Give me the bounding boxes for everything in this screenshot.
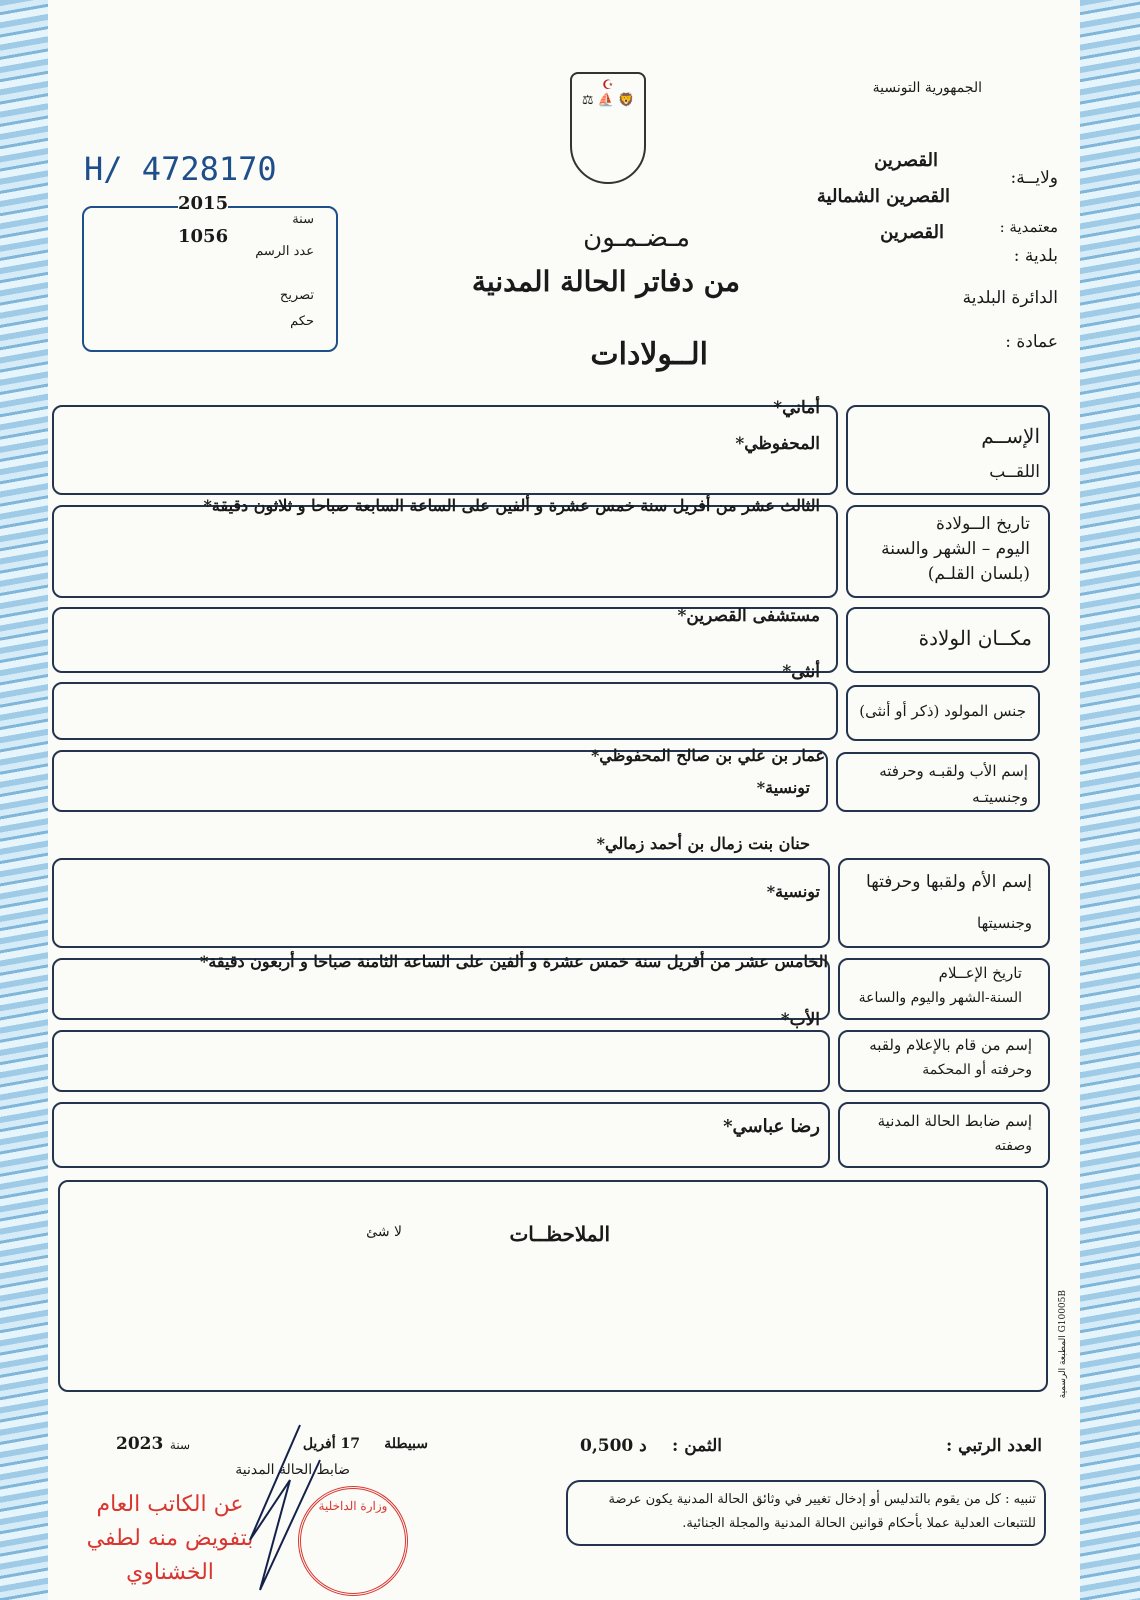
title-registers: من دفاتر الحالة المدنية <box>471 265 740 298</box>
officer-value-box <box>52 1102 830 1168</box>
record-number: 1056 <box>178 226 229 247</box>
serial-number: H/ 4728170 <box>84 150 277 188</box>
mother-value-box <box>52 858 830 948</box>
mother-label: إسم الأم ولقبها وحرفتها <box>866 872 1032 892</box>
surname-label: اللقــب <box>989 462 1040 482</box>
declaration-date-value: الخامس عشر من أفريل سنة خمس عشرة و ألفين على الساعة الثامنة صباحا و أربعون دقيقة* <box>199 952 828 971</box>
sex-value: أنثى* <box>782 662 820 682</box>
first-name-label: الإســم <box>981 424 1040 448</box>
signature <box>230 1420 350 1600</box>
issue-place: سبيطلة <box>384 1436 428 1452</box>
wilaya-label: ولايــة: <box>1010 168 1058 188</box>
officer-label: إسم ضابط الحالة المدنية <box>877 1112 1032 1130</box>
declarant-value-box <box>52 1030 830 1092</box>
birth-place-value: مستشفى القصرين* <box>677 606 820 626</box>
declarant-label: إسم من قام بالإعلام ولقبه <box>869 1036 1032 1054</box>
declaration-date-label: تاريخ الإعــلام <box>938 964 1022 982</box>
declaration-label: تصريح <box>279 288 314 303</box>
issue-date: 17 أفريل <box>302 1436 360 1452</box>
issue-year: 2023 <box>116 1434 164 1454</box>
father-label: إسم الأب ولقبـه وحرفته <box>879 762 1028 780</box>
father-nationality-label: وجنسيتـه <box>972 788 1028 806</box>
title-extract: مـضـمـون <box>583 223 690 253</box>
mother-nationality: تونسية* <box>766 882 820 901</box>
officer-value: رضا عباسي* <box>723 1116 820 1137</box>
mother-value: حنان بنت زمال بن أحمد زمالي* <box>596 834 810 853</box>
birth-date-label: تاريخ الــولادة <box>935 514 1030 534</box>
declarant-sub-label: وحرفته أو المحكمة <box>922 1062 1032 1078</box>
father-value: عمار بن علي بن صالح المحفوظي* <box>590 746 825 765</box>
delegation-label: معتمدية : <box>999 218 1058 236</box>
birth-date-words-label: (بلسان القلـم) <box>927 564 1030 584</box>
remarks-box <box>58 1180 1048 1392</box>
imada-label: عمادة : <box>1005 332 1058 352</box>
declarant-value: الأب* <box>780 1010 820 1030</box>
serial-order-label: العدد الرتبي : <box>945 1436 1042 1456</box>
birth-date-value: الثالث عشر من أفريل سنة خمس عشرة و ألفين على الساعة السابعة صباحا و ثلاثون دقيقة* <box>203 496 820 515</box>
delegation-stamp: عن الكاتب العام بتفويض منه لطفي الخشناوي <box>86 1492 254 1585</box>
delegation-value: القصرين الشمالية <box>816 186 950 207</box>
remarks-label: الملاحظــات <box>509 1222 610 1246</box>
birth-date-value-box <box>52 505 838 598</box>
officer-sub-label: وصفته <box>994 1138 1032 1154</box>
district-label: الدائرة البلدية <box>962 288 1058 308</box>
year-label: سنة <box>292 212 314 227</box>
officer-title: ضابط الحالة المدنية <box>235 1462 350 1478</box>
remarks-value: لا شئ <box>366 1224 402 1240</box>
number-label: عدد الرسم <box>255 244 314 259</box>
judgment-label: حكم <box>290 314 314 329</box>
legal-notice: تنبيه : كل من يقوم بالتدليس أو إدخال تغيير في وثائق الحالة المدنية يكون عرضة للتتبعات العدلية عملا بأحكام قوانين الحالة المدنية والمجلة الجنائية. <box>608 1492 1036 1531</box>
declaration-date-sub-label: السنة-الشهر واليوم والساعة <box>858 990 1022 1006</box>
republic-header: الجمهورية التونسية <box>872 80 982 96</box>
sex-label: جنس المولود (ذكر أو أنثى) <box>859 702 1026 720</box>
coat-of-arms-icon: ☪ ⚖ ⛵ 🦁 <box>570 72 646 184</box>
mother-nationality-label: وجنسيتها <box>977 914 1032 932</box>
name-value-box <box>52 405 838 495</box>
record-year: 2015 <box>178 193 229 214</box>
security-border-left <box>0 0 48 1600</box>
sex-value-box <box>52 682 838 740</box>
year-label-footer: سنة <box>169 1438 190 1452</box>
title-births: الــولادات <box>590 337 708 372</box>
birth-place-label: مكــان الولادة <box>918 626 1032 650</box>
surname-value: المحفوظي* <box>735 434 820 454</box>
municipality-label: بلدية : <box>1013 246 1058 266</box>
birth-date-sub-label: اليوم – الشهر والسنة <box>881 539 1030 559</box>
wilaya-value: القصرين <box>874 150 938 171</box>
seal-text: وزارة الداخلية <box>318 1499 388 1513</box>
price-value: 0,500 د <box>580 1436 647 1456</box>
security-border-right <box>1080 0 1140 1600</box>
municipality-value: القصرين <box>880 222 944 243</box>
father-nationality: تونسية* <box>756 778 810 797</box>
price-label: الثمن : <box>672 1436 722 1456</box>
first-name-value: أماني* <box>773 398 820 418</box>
printer-mark: المطبعة الرسمية G10005B <box>1058 1290 1068 1399</box>
